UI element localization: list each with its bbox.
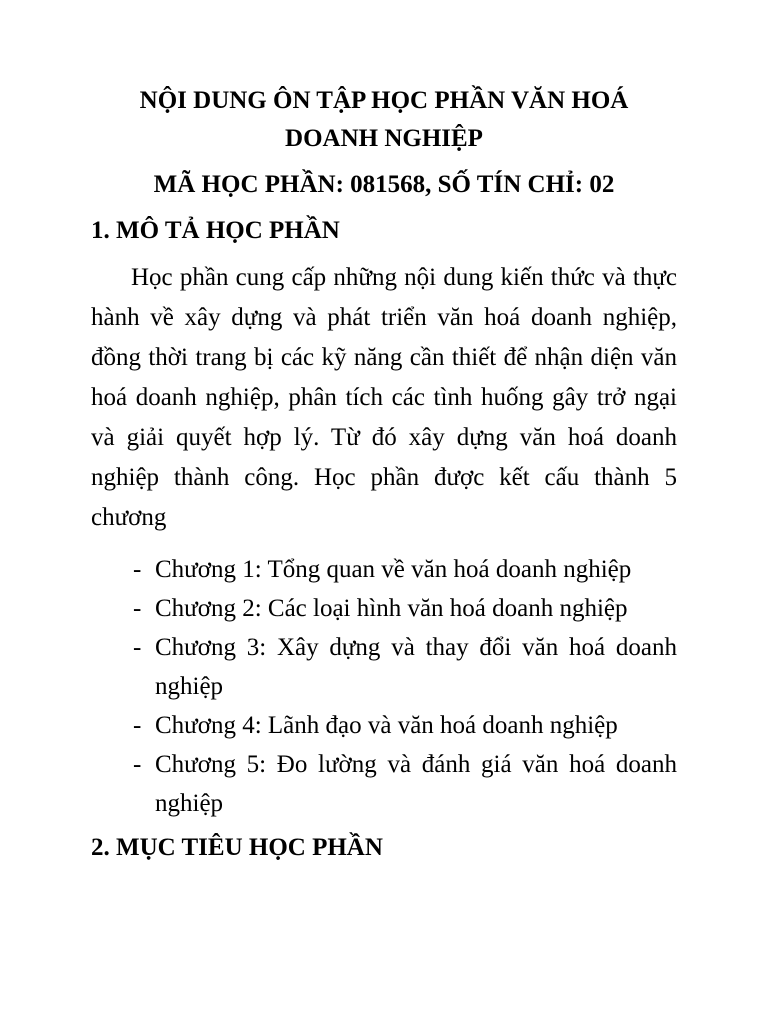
section-heading-description: 1. MÔ TẢ HỌC PHẦN [91, 217, 340, 244]
bullet-dash: - [133, 751, 142, 778]
chapter-text: Chương 3: Xây dựng và thay đổi văn hoá doanh nghiệp [155, 634, 677, 700]
bullet-dash: - [133, 556, 142, 583]
section-heading-objectives: 2. MỤC TIÊU HỌC PHẦN [91, 834, 383, 861]
description-paragraph: Học phần cung cấp những nội dung kiến thức và thực hành về xây dựng và phát triển văn hoá doanh nghiệp, đồng thời trang bị các kỹ năng cần thiết để nhận diện văn hoá doanh nghiệp, phân tích các tình huống gây trở ngại và giải quyết hợp lý. Từ đó xây dựng văn hoá doanh nghiệp thành công. Học phần được kết cấu thành 5 chương [91, 264, 677, 531]
bullet-dash: - [133, 712, 142, 739]
chapter-list [91, 550, 677, 823]
chapter-text: Chương 4: Lãnh đạo và văn hoá doanh nghiệp [155, 712, 618, 739]
chapter-item-3 [91, 628, 677, 706]
document-title: NỘI DUNG ÔN TẬP HỌC PHẦN VĂN HOÁ DOANH NGHIỆP [139, 87, 629, 152]
chapter-text: Chương 5: Đo lường và đánh giá văn hoá doanh nghiệp [155, 751, 677, 817]
chapter-item-5 [91, 745, 677, 823]
course-code-line: MÃ HỌC PHẦN: 081568, SỐ TÍN CHỈ: 02 [153, 171, 615, 198]
chapter-item-2 [91, 589, 677, 628]
bullet-dash: - [133, 634, 142, 661]
chapter-text: Chương 1: Tổng quan về văn hoá doanh nghiệp [155, 556, 632, 583]
chapter-item-1 [91, 550, 677, 589]
chapter-item-4 [91, 706, 677, 745]
bullet-dash: - [133, 595, 142, 622]
chapter-text: Chương 2: Các loại hình văn hoá doanh nghiệp [155, 595, 628, 622]
